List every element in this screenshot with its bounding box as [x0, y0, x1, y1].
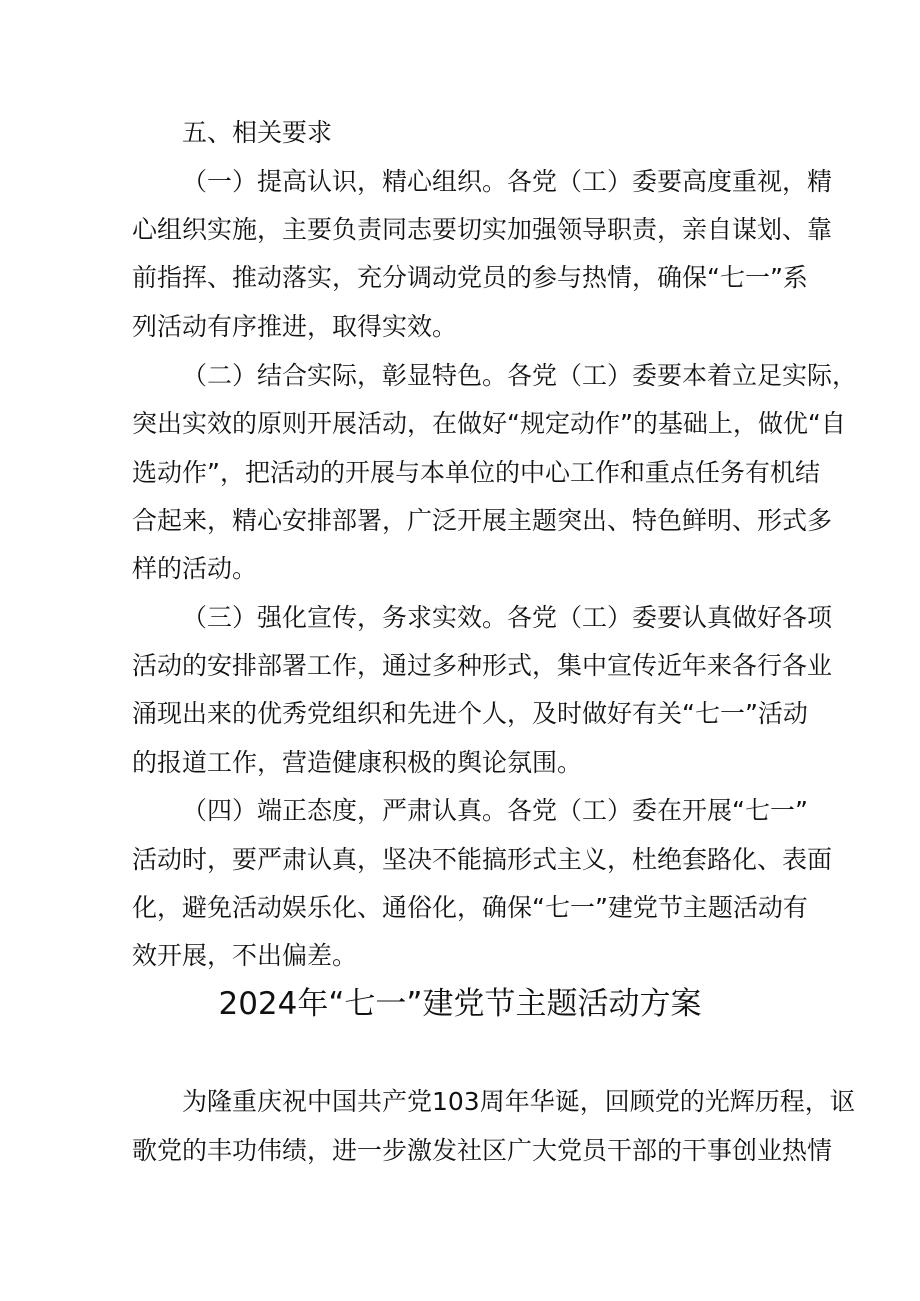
paragraph-line: （三）强化宣传，务求实效。各党（工）委要认真做好各项: [182, 603, 833, 632]
paragraph-line: （二）结合实际，彰显特色。各党（工）委要本着立足实际，: [182, 361, 858, 390]
paragraph-line: 列活动有序推进，取得实效。: [132, 312, 458, 341]
section-heading: 五、相关要求: [182, 118, 333, 147]
paragraph-line: 选动作”，把活动的开展与本单位的中心工作和重点任务有机结: [132, 458, 820, 487]
paragraph-line: 样的活动。: [132, 554, 258, 583]
paragraph-line: 的报道工作，营造健康积极的舆论氛围。: [132, 748, 583, 777]
paragraph-line: （一）提高认识，精心组织。各党（工）委要高度重视，精: [182, 167, 833, 196]
document-title: 2024年“七一”建党节主题活动方案: [218, 986, 702, 1022]
paragraph-line: 效开展，不出偏差。: [132, 941, 358, 970]
paragraph-line: 前指挥、推动落实，充分调动党员的参与热情，确保“七一”系: [132, 263, 808, 292]
paragraph-line: 合起来，精心安排部署，广泛开展主题突出、特色鲜明、形式多: [132, 506, 833, 535]
paragraph-line: 化，避免活动娱乐化、通俗化，确保“七一”建党节主题活动有: [132, 893, 808, 922]
paragraph-line: 涌现出来的优秀党组织和先进个人，及时做好有关“七一”活动: [132, 699, 808, 728]
paragraph-line: 为隆重庆祝中国共产党103周年华诞，回顾党的光辉历程，讴: [182, 1087, 855, 1116]
paragraph-line: （四）端正态度，严肃认真。各党（工）委在开展“七一”: [182, 796, 808, 825]
paragraph-line: 歌党的丰功伟绩，进一步激发社区广大党员干部的干事创业热情: [132, 1136, 833, 1165]
paragraph-line: 活动的安排部署工作，通过多种形式，集中宣传近年来各行各业: [132, 651, 833, 680]
paragraph-line: 心组织实施，主要负责同志要切实加强领导职责，亲自谋划、靠: [132, 215, 833, 244]
paragraph-line: 突出实效的原则开展活动，在做好“规定动作”的基础上，做优“自: [132, 409, 846, 438]
paragraph-line: 活动时，要严肃认真，坚决不能搞形式主义，杜绝套路化、表面: [132, 845, 833, 874]
